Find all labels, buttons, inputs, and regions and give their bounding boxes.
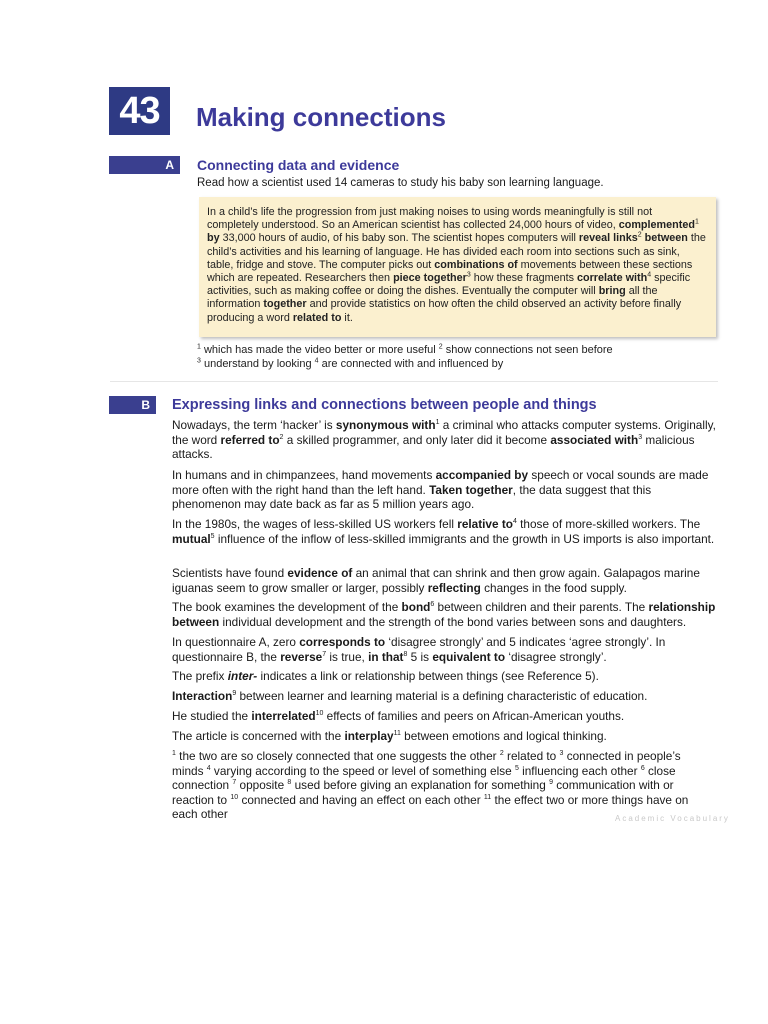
text-run: In questionnaire A, zero — [172, 635, 300, 649]
text-run: connected and having an effect on each other — [238, 792, 484, 807]
paragraph-questionnaire — [172, 635, 717, 664]
text-run: The article is concerned with the — [172, 729, 345, 743]
footnote-marker: 7 — [232, 779, 237, 787]
footnote-marker: 5 — [514, 764, 519, 772]
bold-term: relative to — [457, 517, 513, 531]
reading-passage-box — [199, 197, 716, 337]
text-run: speech or vocal sounds are made more often with the right hand than the left hand. — [172, 468, 709, 497]
footnote-marker: 8 — [403, 650, 408, 658]
text-run: understand by looking — [200, 358, 315, 370]
footnote-marker: 6 — [430, 601, 435, 609]
paragraph-prefix-inter — [172, 669, 717, 684]
footnote-marker: 7 — [322, 650, 327, 658]
footnote-marker: 4 — [647, 271, 652, 279]
text-run: all the information — [207, 285, 658, 311]
bold-term: complemented — [618, 219, 695, 232]
text-run: an animal that can shrink and then grow again. Galapagos marine iguanas seem to grow smaller or larger, possibly — [172, 566, 700, 595]
unit-title: Making connections — [196, 102, 446, 132]
text-run: how these fragments — [470, 272, 577, 285]
footnote-marker: 1 — [197, 343, 201, 351]
reading-passage-text — [207, 206, 706, 325]
bold-term: Interaction — [172, 689, 233, 703]
text-run: Scientists have found — [172, 566, 288, 580]
text-run: communication with or reaction to — [172, 778, 674, 807]
text-run: between emotions and logical thinking. — [400, 729, 607, 743]
footnote-marker: 4 — [314, 357, 319, 365]
text-run: a skilled programmer, and only later did it become — [283, 432, 551, 447]
paragraph-hand-movements — [172, 468, 717, 512]
footnote-marker: 1 — [694, 218, 699, 226]
bold-term: correlate with — [577, 272, 648, 285]
section-a-intro: Read how a scientist used 14 cameras to study his baby son learning language. — [197, 177, 604, 189]
text-run: connected in people’s minds — [172, 749, 681, 778]
bold-term: equivalent to — [432, 649, 506, 664]
bold-term: mutual — [172, 531, 211, 546]
bold-term: associated with — [550, 432, 639, 447]
text-run: In the 1980s, the wages of less-skilled US workers fell — [172, 517, 458, 531]
text-run: The book examines the development of the — [172, 600, 402, 614]
bold-term: reflecting — [427, 580, 481, 595]
footnote-marker: 9 — [232, 690, 237, 698]
text-run: show connections not seen before — [442, 344, 613, 356]
text-run: malicious attacks. — [172, 432, 695, 461]
bold-term: referred to — [220, 432, 280, 447]
text-run: a criminal who attacks computer systems. Originally, the word — [172, 418, 716, 447]
bold-term: evidence of — [287, 566, 353, 580]
footnote-marker: 11 — [393, 730, 401, 738]
bold-term: combinations of — [434, 258, 518, 271]
bold-term: piece together — [393, 272, 467, 285]
text-run: between children and their parents. The — [434, 600, 649, 614]
footnote-marker: 2 — [499, 750, 504, 758]
unit-number-badge: 43 — [109, 87, 170, 135]
text-run: it. — [341, 311, 353, 324]
bold-term: reverse — [280, 649, 323, 664]
footnote-marker: 1 — [172, 750, 176, 758]
text-run: is true, — [326, 649, 369, 664]
footnote-marker: 4 — [512, 518, 517, 526]
text-run: Nowadays, the term ‘hacker’ is — [172, 418, 336, 432]
text-run: movements between these sections which are repeated. Researchers then — [207, 258, 693, 285]
bold-term: by — [207, 232, 220, 245]
section-a-label: A — [109, 156, 180, 174]
section-a-title: Connecting data and evidence — [197, 157, 400, 173]
paragraph-interrelated — [172, 709, 717, 724]
text-run: The prefix — [172, 669, 228, 683]
bold-term: in that — [368, 649, 404, 664]
footnote-marker: 1 — [435, 419, 440, 427]
footnote-marker: 9 — [549, 779, 553, 787]
text-run: ‘disagree strongly’. — [505, 649, 607, 664]
text-run: individual development and the strength of the bond varies between sons and daughters. — [219, 614, 687, 629]
section-divider — [110, 381, 718, 382]
text-run: effects of families and peers on African-American youths. — [323, 709, 625, 723]
text-run: influence of the inflow of less-skilled immigrants and the growth in US imports is also important. — [214, 531, 715, 546]
bold-term: together — [263, 298, 307, 311]
text-run: In humans and in chimpanzees, hand movements — [172, 468, 436, 482]
text-run: are connected with and influenced by — [318, 358, 504, 370]
text-run: opposite — [236, 778, 288, 792]
bold-term: corresponds to — [299, 635, 386, 649]
footnote-marker: 3 — [197, 357, 201, 365]
bold-term: bring — [598, 285, 626, 298]
text-run: those of more-skilled workers. The — [516, 517, 701, 531]
paragraph-hacker — [172, 418, 717, 462]
bold-term: synonymous with — [335, 418, 436, 432]
text-run: close connection — [172, 763, 676, 792]
bold-term: interrelated — [251, 709, 316, 723]
bold-term: related to — [292, 311, 342, 324]
footnote-marker: 11 — [483, 793, 492, 801]
text-run: used before giving an explanation for something — [291, 778, 550, 792]
footnote-marker: 3 — [559, 750, 564, 758]
text-run: the two are so closely connected that one suggests the other — [175, 749, 500, 763]
paragraph-interplay — [172, 729, 717, 744]
footnote-marker: 6 — [640, 764, 645, 772]
footnote-marker: 10 — [315, 710, 324, 718]
section-b-title: Expressing links and connections between people and things — [172, 397, 597, 413]
footnote-marker: 3 — [466, 271, 471, 279]
paragraph-interaction — [172, 689, 717, 704]
text-run: specific activities, such as making coffee or doing the dishes. Eventually the computer will — [207, 272, 691, 298]
text-run: He studied the — [172, 709, 252, 723]
footnote-marker: 2 — [637, 231, 642, 239]
text-run: ‘disagree strongly’ and 5 indicates ‘agree strongly’. In questionnaire B, the — [172, 635, 666, 664]
text-run: the child’s activities and his learning of language. He has divided each room into sections such as sink, table, fridge and stove. The computer picks out — [207, 232, 706, 271]
footnote-marker: 8 — [287, 779, 292, 787]
bold-term: interplay — [344, 729, 394, 743]
bold-term: between — [641, 232, 688, 245]
paragraph-bond — [172, 600, 717, 629]
text-run: which has made the video better or more useful — [200, 344, 439, 356]
section-a-glossary-line-2 — [197, 357, 503, 372]
text-run: the effect two or more things have on each other — [172, 792, 689, 821]
paragraph-wages — [172, 517, 717, 546]
footnote-marker: 5 — [210, 532, 215, 540]
bold-term: accompanied by — [435, 468, 529, 482]
footnote-marker: 2 — [279, 433, 284, 441]
text-run: 33,000 hours of audio, of his baby son. The scientist hopes computers will — [219, 232, 579, 245]
text-run: between learner and learning material is a defining characteristic of education. — [236, 689, 648, 703]
bold-term: Taken together — [429, 482, 513, 497]
text-run: In a child’s life the progression from just making noises to using words meaningfully is still not completely understood. So an American scientist has collected 24,000 hours of video, — [207, 206, 653, 232]
section-a-glossary-line-1 — [197, 343, 613, 358]
bold-term: relationship between — [172, 600, 716, 629]
footnote-marker: 2 — [438, 343, 443, 351]
bold-term: bond — [401, 600, 431, 614]
footnote-marker: 3 — [638, 433, 643, 441]
footnote-marker: 4 — [206, 764, 211, 772]
footnote-marker: 10 — [230, 793, 239, 801]
text-run: influencing each other — [518, 763, 641, 778]
text-run: varying according to the speed or level of something else — [210, 763, 515, 778]
text-run: indicates a link or relationship between things (see Reference 5). — [257, 669, 599, 683]
text-run: , the data suggest that this phenomenon may date back as far as 5 million years ago. — [172, 482, 652, 511]
text-run: related to — [503, 749, 560, 763]
faint-footer-text: Academic Vocabulary — [615, 814, 730, 823]
section-b-label: B — [109, 396, 156, 414]
bold-italic-term: inter- — [227, 669, 258, 683]
text-run: 5 is — [407, 649, 433, 664]
section-b-glossary — [172, 749, 702, 822]
text-run: and provide statistics on how often the child observed an activity before finally producing a word — [207, 298, 682, 324]
text-run: changes in the food supply. — [480, 580, 627, 595]
paragraph-iguanas — [172, 566, 717, 595]
bold-term: reveal links — [578, 232, 638, 245]
